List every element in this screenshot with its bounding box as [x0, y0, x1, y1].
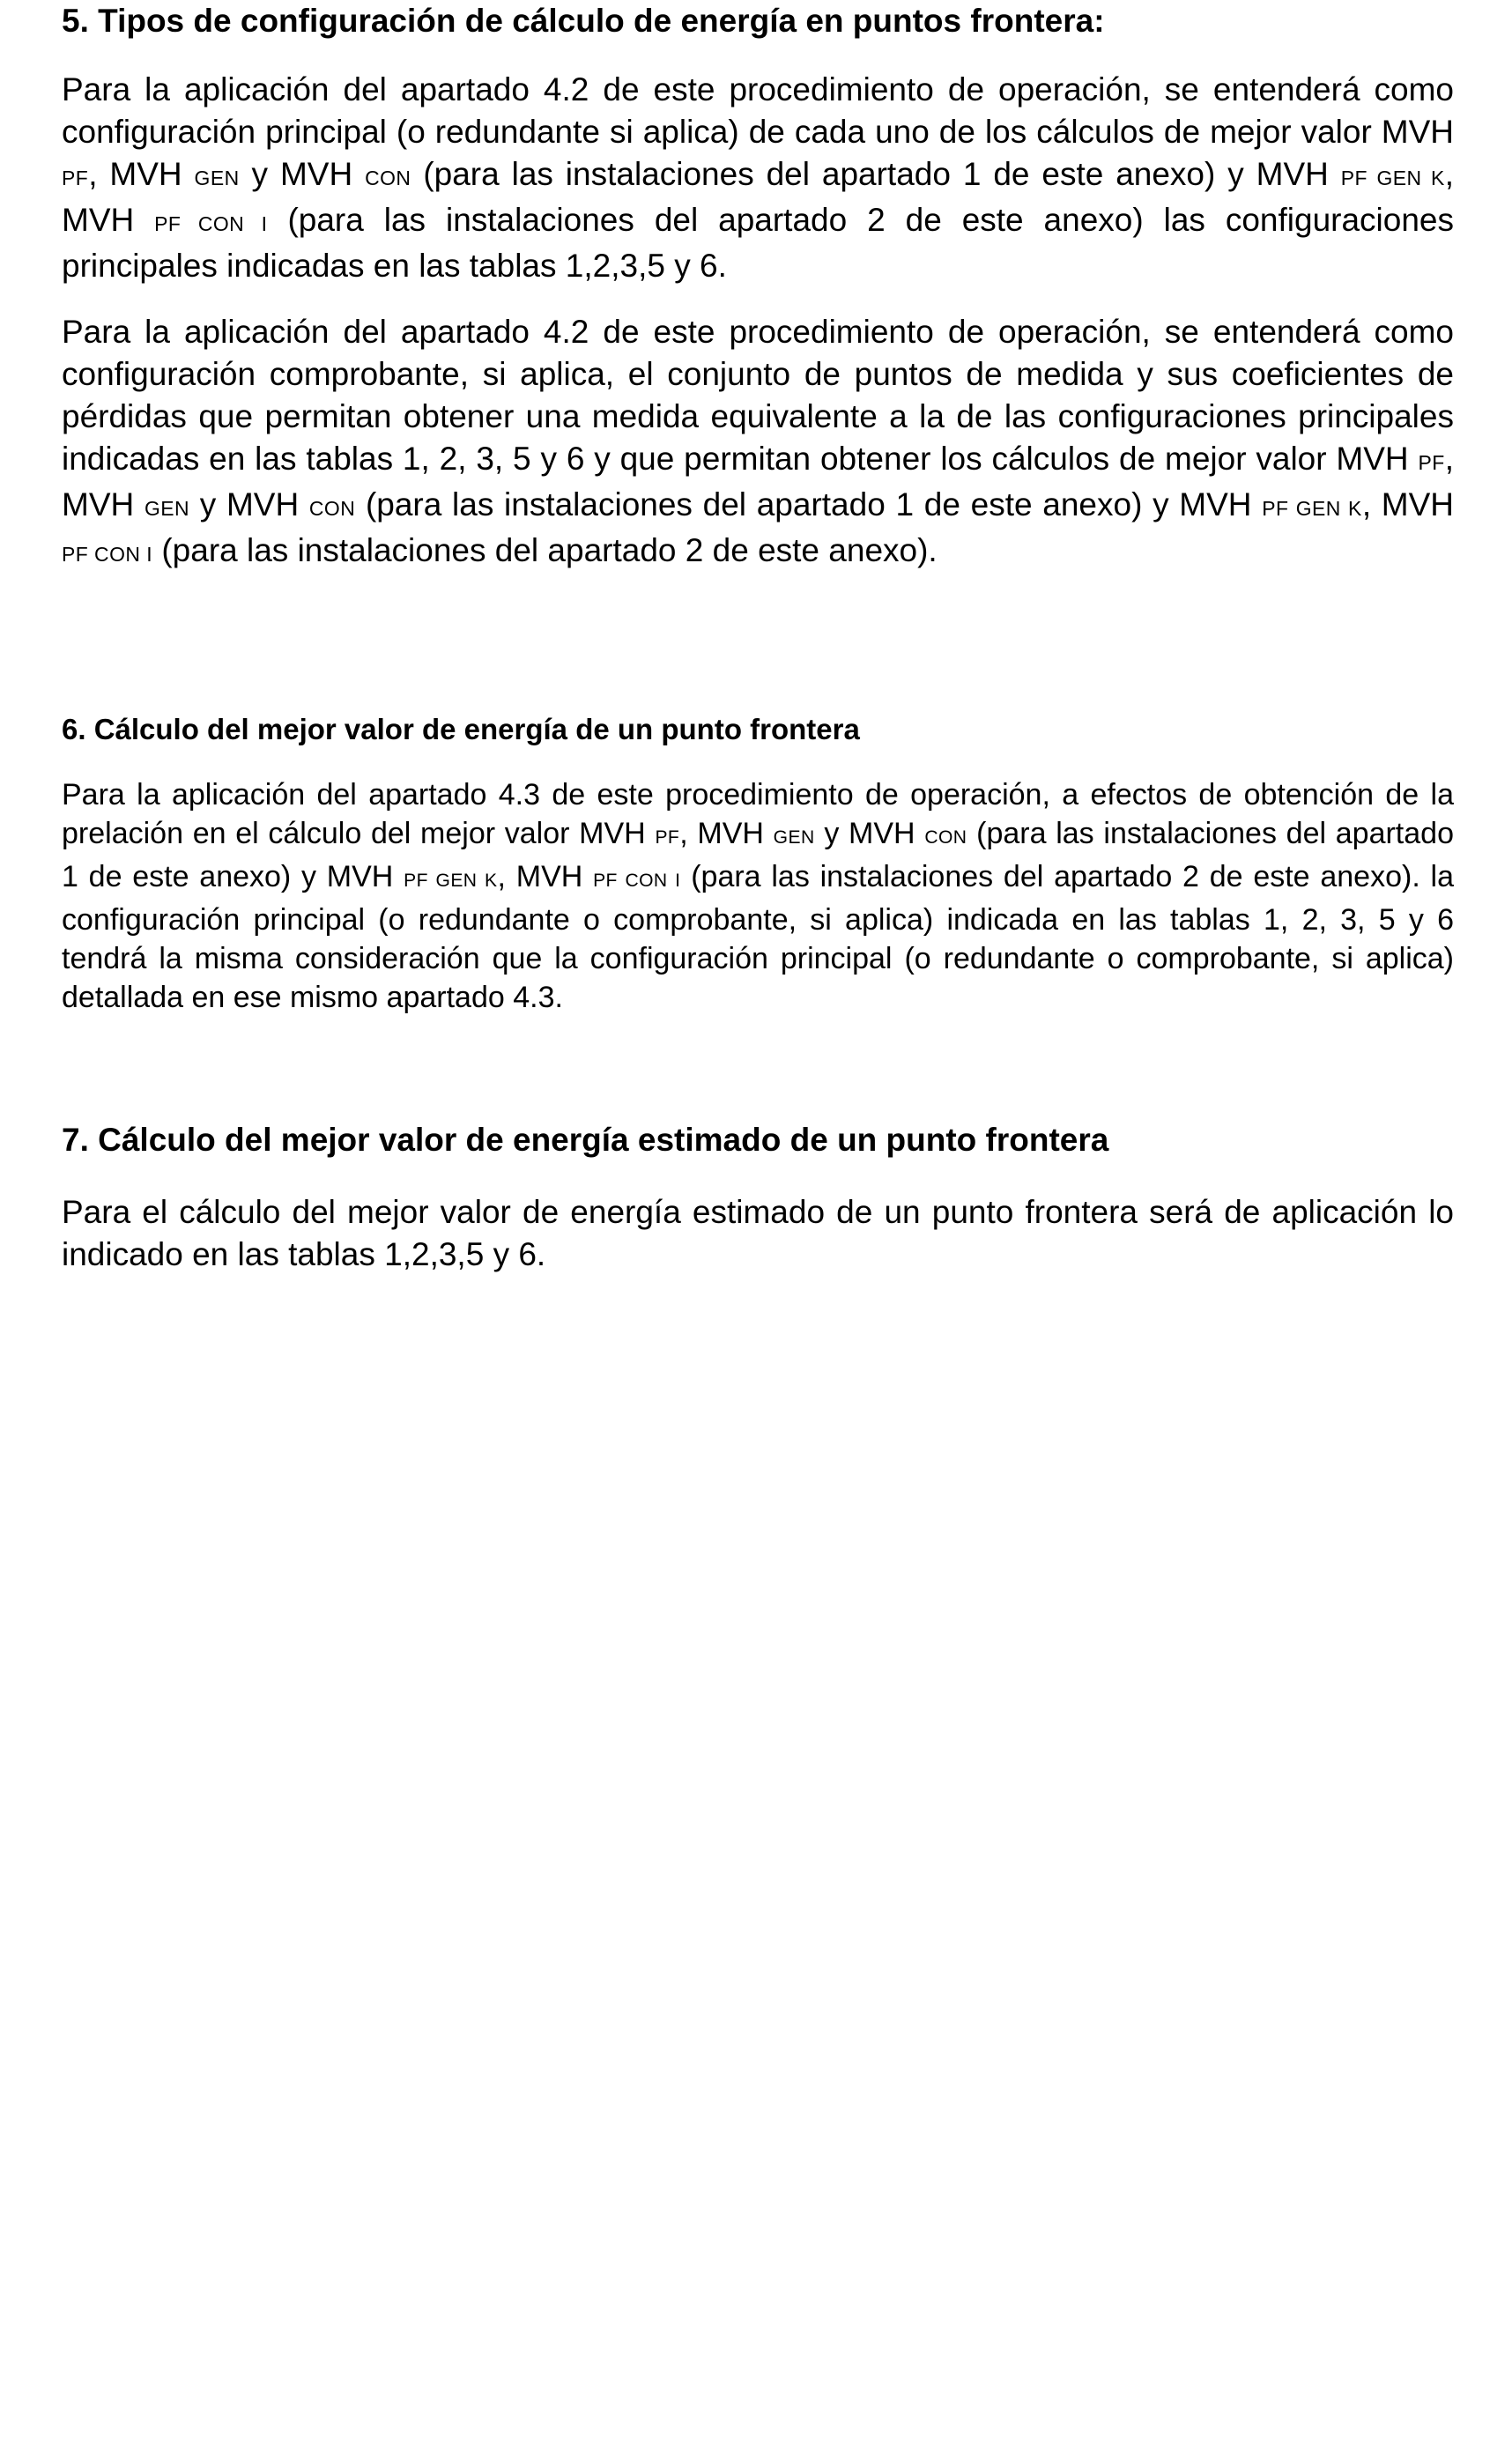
section-6-heading: 6. Cálculo del mejor valor de energía de un punto frontera — [62, 713, 860, 745]
section-7-heading: 7. Cálculo del mejor valor de energía estimado de un punto frontera — [62, 1122, 1109, 1158]
section-6-paragraph-1: Para la aplicación del apartado 4.3 de este procedimiento de operación, a efectos de obtención de la prelación en el cálculo del mejor valor MVH PF, MVH GEN y MVH CON (para las instalaciones del apartado 1 de este anexo) y MVH PF GEN K, MVH PF CON I (para las instalaciones del apartado 2 de este anexo). la configuración principal (o redundante o comprobante, si aplica) indicada en las tablas 1, 2, 3, 5 y 6 tendrá la misma consideración que la configuración principal (o redundante o comprobante, si aplica) detallada en ese mismo apartado 4.3. — [62, 778, 1454, 1014]
section-7-paragraph-1: Para el cálculo del mejor valor de energía estimado de un punto frontera será de aplicación lo indicado en las tablas 1,2,3,5 y 6. — [62, 1194, 1454, 1272]
section-5-paragraph-1: Para la aplicación del apartado 4.2 de este procedimiento de operación, se entenderá como configuración principal (o redundante si aplica) de cada uno de los cálculos de mejor valor MVH PF, MVH GEN y MVH CON (para las instalaciones del apartado 1 de este anexo) y MVH PF GEN K, MVH PF CON I (para las instalaciones del apartado 2 de este anexo) las configuraciones principales indicadas en las tablas 1,2,3,5 y 6. — [62, 71, 1455, 284]
section-5-heading: 5. Tipos de configuración de cálculo de energía en puntos frontera: — [62, 3, 1105, 39]
section-5-paragraph-2: Para la aplicación del apartado 4.2 de este procedimiento de operación, se entenderá como configuración comprobante, si aplica, el conjunto de puntos de medida y sus coeficientes de pérdidas que permitan obtener una medida equivalente a la de las configuraciones principales indicadas en las tablas 1, 2, 3, 5 y 6 y que permitan obtener los cálculos de mejor valor MVH PF, MVH GEN y MVH CON (para las instalaciones del apartado 1 de este anexo) y MVH PF GEN K, MVH PF CON I (para las instalaciones del apartado 2 de este anexo). — [62, 314, 1455, 568]
